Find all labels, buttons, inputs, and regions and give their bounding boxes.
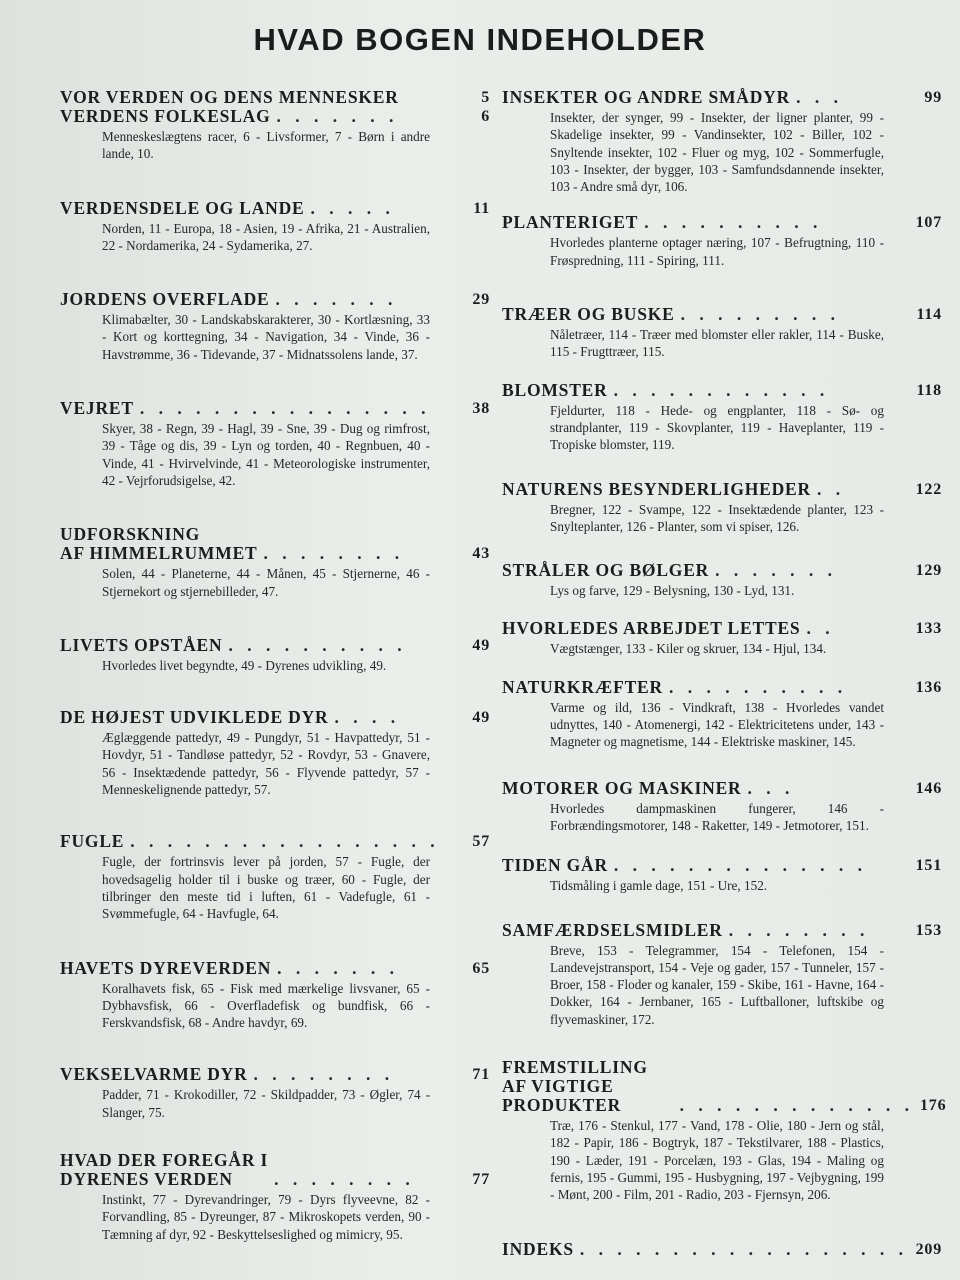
- toc-heading-row: [502, 213, 942, 232]
- page-number: 146: [915, 779, 942, 797]
- leader-dots: . . . . . . . . .: [680, 304, 840, 325]
- toc-heading: INDEKS: [502, 1238, 574, 1259]
- toc-heading: FUGLE: [60, 831, 125, 852]
- toc-heading: LIVETS OPSTÅEN: [60, 634, 223, 655]
- toc-heading: BLOMSTER: [502, 379, 608, 400]
- toc-subtopics: Fugle, der fortrinsvis lever på jorden, 57 - Fugle, der hovedsagelig holder til i buske og træer, 60 - Fugle, der tilbringer den meste tid i luften, 61 - Vadefugle, 61 - Svømmefugle, 64 - Havfugle, 64.: [102, 854, 430, 922]
- page-number: 65: [472, 959, 490, 977]
- leader-dots: . . . .: [334, 707, 401, 728]
- toc-subtopics: Træ, 176 - Stenkul, 177 - Vand, 178 - Olie, 180 - Jern og stål, 182 - Papir, 186 - Bogtryk, 187 - Tekstilvarer, 188 - Plastics, 190 - Læder, 191 - Porcelæn, 193 - Glas, 194 - Maling og fernis, 195 - Gummi, 195 - Husbygning, 197 - Vejbygning, 199 - Mønt, 200 - Film, 201 - Radio, 203 - Fjernsyn, 206.: [550, 1118, 884, 1203]
- toc-heading: SAMFÆRDSELSMIDLER: [502, 919, 723, 940]
- page-number: 118: [916, 381, 942, 399]
- leader-dots: . . . . .: [310, 197, 395, 218]
- toc-subtopics: Hvorledes livet begyndte, 49 - Dyrenes udvikling, 49.: [102, 657, 387, 673]
- leader-dots: . . . . . . . . . . . . . .: [613, 855, 868, 876]
- toc-heading: VEKSELVARME DYR: [60, 1064, 248, 1085]
- leader-dots: . . . . . . . . . .: [228, 634, 407, 655]
- toc-heading: VOR VERDEN OG DENS MENNESKER: [60, 87, 399, 107]
- toc-entry: [60, 634, 490, 674]
- toc-subtopics: Klimabælter, 30 - Landskabskarakterer, 30 - Kortlæsning, 33 - Kort og korttegning, 34 - Navigation, 34 - Vinde, 36 - Havstrømme, 36 - Tidevande, 37 - Midnatssolens lande, 37.: [102, 312, 430, 362]
- page-number: 5: [481, 89, 490, 106]
- page-number: 114: [916, 306, 942, 324]
- toc-heading-row: [502, 381, 942, 400]
- toc-heading-row: [60, 634, 490, 655]
- toc-heading: NATURENS BESYNDERLIGHEDER: [502, 478, 811, 499]
- toc-heading-row: [60, 831, 490, 852]
- page-number: 38: [472, 400, 490, 418]
- toc-entry: [502, 1240, 942, 1259]
- toc-subtopics: Padder, 71 - Krokodiller, 72 - Skildpadder, 73 - Øgler, 74 - Slanger, 75.: [102, 1087, 430, 1120]
- leader-dots: . . . . . . .: [715, 560, 837, 581]
- toc-entry: [502, 561, 942, 599]
- toc-entry: [502, 921, 942, 1028]
- page-number: 57: [472, 833, 490, 851]
- toc-entry: [60, 106, 490, 163]
- toc-entry: [60, 524, 490, 600]
- toc-heading: VEJRET: [60, 398, 134, 419]
- page-number: 107: [915, 214, 942, 232]
- page-number: 77: [472, 1171, 490, 1189]
- page-number: 49: [472, 709, 490, 727]
- page-number: 99: [924, 89, 942, 106]
- leader-dots: . . . . . . . . . . . . . . . . .: [130, 831, 440, 852]
- toc-heading-row: [502, 856, 942, 875]
- toc-entry: [502, 305, 942, 361]
- leader-dots: . . .: [747, 777, 795, 798]
- toc-entry: [60, 831, 490, 922]
- toc-entry: [60, 957, 490, 1032]
- toc-entry: [502, 213, 942, 269]
- page-number: 133: [915, 620, 942, 638]
- page-number: 176: [920, 1097, 947, 1115]
- toc-subtopics: Fjeldurter, 118 - Hede- og engplanter, 118 - Sø- og strandplanter, 119 - Skovplanter, 119 - Haveplanter, 119 - Tropiske blomster, 119.: [550, 402, 884, 453]
- page-number: 136: [915, 678, 942, 696]
- page-number: 122: [915, 480, 942, 498]
- leader-dots: . . . . . . .: [275, 289, 398, 310]
- toc-subtopics: Norden, 11 - Europa, 18 - Asien, 19 - Afrika, 21 - Australien, 22 - Nordamerika, 24 - Sydamerika, 27.: [102, 220, 430, 253]
- toc-heading-row: [60, 707, 490, 728]
- toc-subtopics: Hvorledes dampmaskinen fungerer, 146 - Forbrændingsmotorer, 148 - Raketter, 149 - Jetmotorer, 151.: [550, 800, 884, 833]
- leader-dots: . . . . . . . .: [253, 1064, 395, 1085]
- toc-subtopics: Hvorledes planterne optager næring, 107 - Befrugtning, 110 - Frøspredning, 111 - Spiring, 111.: [550, 235, 884, 268]
- toc-heading-row: [60, 106, 490, 126]
- toc-entry: [502, 678, 942, 751]
- toc-entry: [502, 480, 942, 536]
- toc-heading: MOTORER OG MASKINER: [502, 777, 742, 798]
- toc-heading-row: [502, 561, 942, 580]
- toc-heading-row: [60, 398, 490, 419]
- toc-entry: [502, 88, 942, 195]
- toc-left-column: [60, 87, 490, 1243]
- leader-dots: . . . . . . .: [277, 957, 400, 978]
- toc-heading: JORDENS OVERFLADE: [60, 289, 270, 310]
- page-number: 49: [472, 636, 490, 654]
- toc-subtopics: Solen, 44 - Planeterne, 44 - Månen, 45 - Stjernerne, 46 - Stjernekort og stjernebilleder, 47.: [102, 566, 430, 599]
- page-number: 209: [915, 1240, 942, 1258]
- toc-heading-row: [502, 480, 942, 499]
- toc-entry: [502, 619, 942, 657]
- toc-subtopics: Lys og farve, 129 - Belysning, 130 - Lyd, 131.: [550, 583, 795, 599]
- toc-subtopics: Breve, 153 - Telegrammer, 154 - Telefonen, 154 - Landevejstransport, 154 - Veje og gader, 157 - Tunneler, 157 - Broer, 158 - Floder og kanaler, 159 - Skibe, 161 - Havne, 164 - Dokker, 164 - Jernbaner, 165 - Luftballoner, luftskibe og flyvemaskiner, 172.: [550, 942, 884, 1027]
- leader-dots: . .: [806, 618, 835, 639]
- toc-entry: [60, 1150, 490, 1243]
- toc-subtopics: Tidsmåling i gamle dage, 151 - Ure, 152.: [550, 878, 768, 894]
- leader-dots: . . . . . . . . . . . . . . . .: [139, 398, 431, 419]
- toc-heading-row: [502, 305, 942, 324]
- toc-entry: [502, 779, 942, 835]
- page-number: 6: [481, 108, 490, 125]
- toc-entry: [502, 856, 942, 894]
- toc-subtopics: Insekter, der synger, 99 - Insekter, der ligner planter, 99 - Skadelige insekter, 99 - Vandinsekter, 102 - Biller, 102 - Snyltende insekter, 102 - Fluer og myg, 102 - Sommerfugle, 103 - Insekter, der bygger, 103 - Samfundsdannende insekter, 103 - Andre små dyr, 106.: [550, 110, 884, 195]
- toc-heading-row: [502, 921, 942, 940]
- page-number: 11: [473, 199, 490, 217]
- toc-heading: INSEKTER OG ANDRE SMÅDYR: [502, 87, 791, 107]
- leader-dots: . . .: [796, 87, 843, 107]
- toc-subtopics: Menneskeslægtens racer, 6 - Livsformer, 7 - Børn i andre lande, 10.: [102, 129, 430, 162]
- toc-heading-row: [502, 619, 942, 638]
- toc-entry: [60, 1064, 490, 1121]
- leader-dots: . . . . . . . .: [263, 543, 405, 564]
- toc-heading: NATURKRÆFTER: [502, 676, 663, 697]
- toc-heading: HAVETS DYREVERDEN: [60, 957, 272, 978]
- toc-heading-row: [502, 1240, 942, 1259]
- page-number: 29: [472, 291, 490, 309]
- leader-dots: . . . . . . . .: [274, 1169, 415, 1190]
- toc-subtopics: Æglæggende pattedyr, 49 - Pungdyr, 51 - Havpattedyr, 51 - Hovdyr, 51 - Tandløse pattedyr, 52 - Rovdyr, 53 - Gnavere, 56 - Insektædende pattedyr, 56 - Flyvende pattedyr, 57 - Menneskelignende pattedyr, 57.: [102, 730, 430, 798]
- toc-heading: TRÆER OG BUSKE: [502, 304, 675, 325]
- toc-heading-row: [502, 1057, 947, 1116]
- toc-heading: HVAD DER FOREGÅR I DYRENES VERDEN: [60, 1150, 269, 1190]
- toc-heading-row: [502, 678, 942, 697]
- toc-subtopics: Bregner, 122 - Svampe, 122 - Insektædende planter, 123 - Snylteplanter, 126 - Planter, som vi spiser, 126.: [550, 501, 884, 534]
- toc-entry: [502, 1057, 947, 1203]
- leader-dots: . . . . . . . . . . . . .: [679, 1095, 914, 1116]
- toc-heading-row: [60, 1150, 490, 1190]
- toc-heading: UDFORSKNING AF HIMMELRUMMET: [60, 524, 258, 564]
- toc-heading-row: [60, 1064, 490, 1085]
- toc-entry: [502, 381, 942, 454]
- toc-heading: STRÅLER OG BØLGER: [502, 560, 710, 581]
- leader-dots: . . . . . . . . . . . . . . . . . .: [579, 1238, 909, 1259]
- toc-heading-row: [60, 957, 490, 978]
- toc-subtopics: Koralhavets fisk, 65 - Fisk med mærkelige livsvaner, 65 - Dybhavsfisk, 66 - Overfladefisk og bundfisk, 66 - Ferskvandsfisk, 68 - Andre havdyr, 69.: [102, 980, 430, 1031]
- toc-subtopics: Instinkt, 77 - Dyrevandringer, 79 - Dyrs flyveevne, 82 - Forvandling, 85 - Dyreunger, 87 - Mikroskopets verden, 90 - Tæmning af dyr, 92 - Beskyttelseslighed og mimicry, 95.: [102, 1192, 430, 1242]
- toc-heading-row: [60, 289, 490, 310]
- toc-subtopics: Varme og ild, 136 - Vindkraft, 138 - Hvorledes vandet udnyttes, 140 - Atomenergi, 142 - Elektricitetens under, 143 - Magneter og magnetisme, 144 - Elektriske maskiner, 145.: [550, 699, 884, 750]
- leader-dots: . . . . . . . .: [728, 919, 870, 940]
- leader-dots: . .: [816, 478, 846, 499]
- toc-heading-row: [502, 779, 942, 798]
- toc-subtopics: Skyer, 38 - Regn, 39 - Hagl, 39 - Sne, 39 - Dug og rimfrost, 39 - Tåge og dis, 39 - Lyn og torden, 40 - Regnbuen, 40 - Vinde, 41 - Hvirvelvinde, 41 - Meteorologiske instrumenter, 42 - Vejrforudsigelse, 42.: [102, 421, 430, 488]
- toc-entry: [60, 197, 490, 255]
- toc-heading: PLANTERIGET: [502, 212, 639, 233]
- toc-subtopics: Vægtstænger, 133 - Kiler og skruer, 134 - Hjul, 134.: [550, 641, 827, 657]
- toc-heading-row: [60, 87, 490, 107]
- toc-heading: FREMSTILLING AF VIGTIGE PRODUKTER: [502, 1057, 648, 1116]
- toc-right-column: [502, 87, 947, 1259]
- toc-heading: VERDENSDELE OG LANDE: [60, 197, 305, 218]
- page-number: 151: [915, 857, 942, 875]
- toc-entry: [60, 398, 490, 489]
- toc-subtopics: Nåletræer, 114 - Træer med blomster eller rakler, 114 - Buske, 115 - Frugttræer, 115.: [550, 327, 884, 360]
- toc-entry: [60, 707, 490, 798]
- page-number: 153: [915, 921, 942, 939]
- page-number: 71: [472, 1066, 490, 1084]
- page-title: HVAD BOGEN INDEHOLDER: [253, 22, 707, 57]
- page-number: 129: [915, 562, 942, 580]
- toc-heading-row: [60, 524, 490, 564]
- leader-dots: . . . . . . . . . . . .: [613, 379, 830, 400]
- toc-heading: DE HØJEST UDVIKLEDE DYR: [60, 707, 329, 728]
- leader-dots: . . . . . . . . . .: [668, 676, 848, 697]
- toc-entry: [60, 87, 490, 107]
- toc-heading: TIDEN GÅR: [502, 855, 608, 876]
- toc-heading-row: [502, 88, 942, 107]
- leader-dots: . . . . . . .: [276, 106, 399, 126]
- toc-entry: [60, 289, 490, 363]
- toc-heading: VERDENS FOLKESLAG: [60, 106, 271, 126]
- leader-dots: . . . . . . . . . .: [644, 212, 823, 233]
- toc-heading: HVORLEDES ARBEJDET LETTES: [502, 618, 801, 639]
- page-number: 43: [472, 545, 490, 563]
- toc-heading-row: [60, 197, 490, 218]
